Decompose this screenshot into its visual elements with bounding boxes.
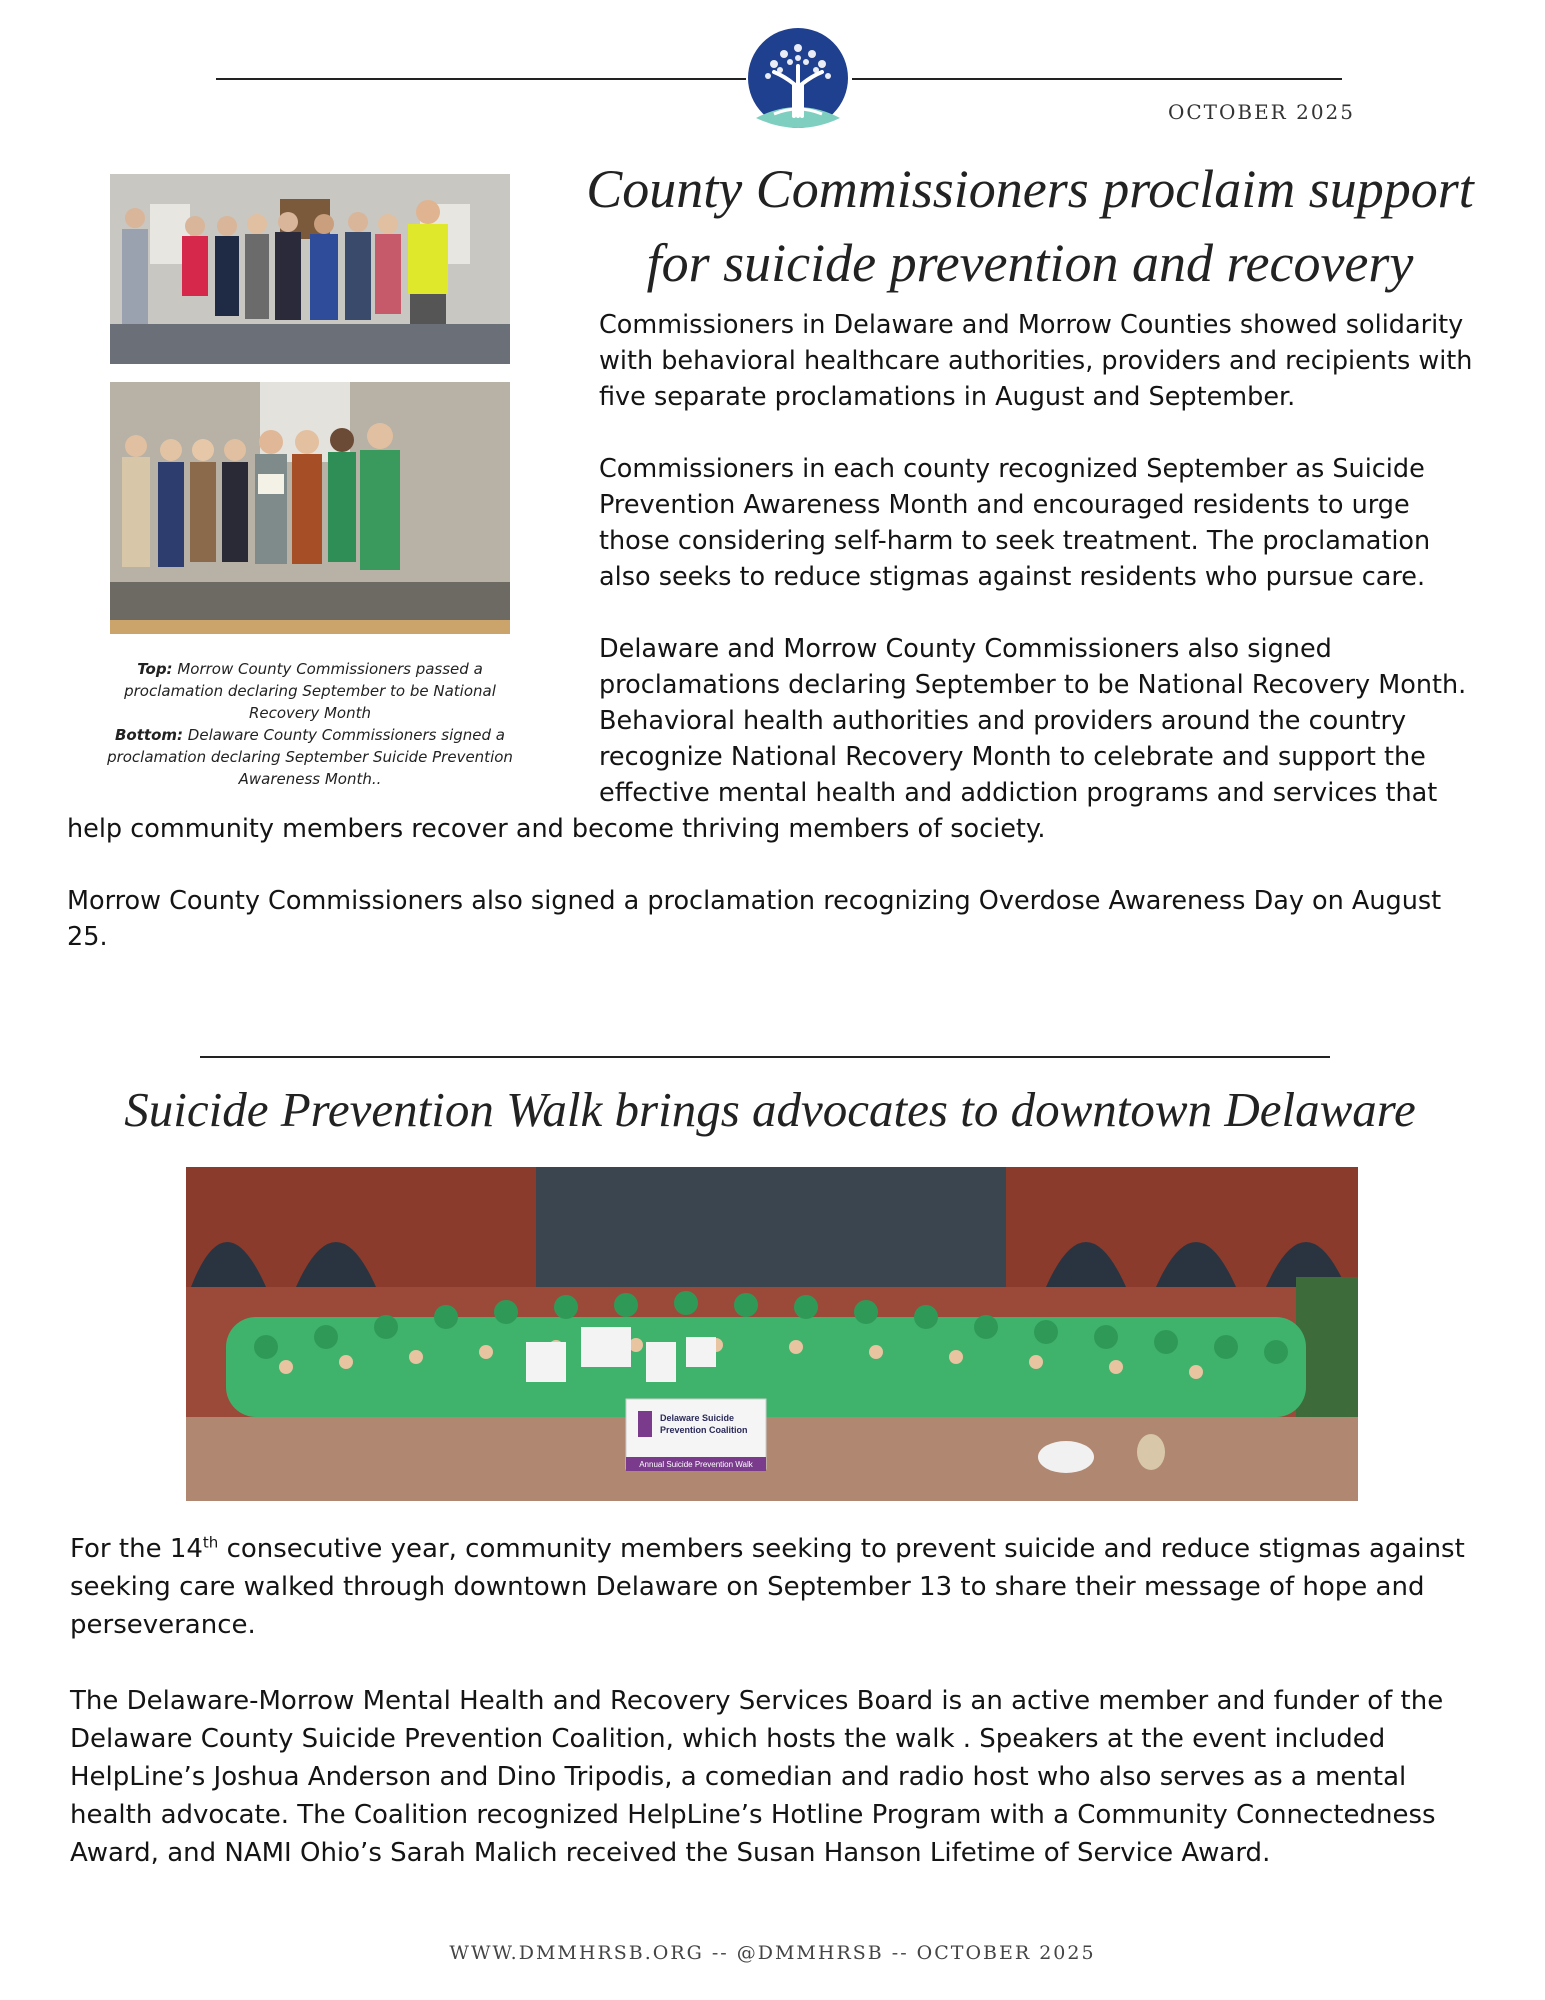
header-rule-right [852, 78, 1342, 80]
caption-bottom-label: Bottom: [115, 726, 184, 744]
ordinal-suffix: th [202, 1533, 219, 1552]
article1-paragraph-2: Commissioners in each county recognized September as Suicide Prevention Awareness Month and encouraged residents to urge those considering self-harm to seek treatment. The proclamation also seeks to reduce stigmas against residents who pursue care. [599, 454, 1431, 592]
banner-bottom: Annual Suicide Prevention Walk [639, 1460, 753, 1469]
banner-line1: Delaware Suicide [660, 1413, 735, 1423]
caption-bottom-text: Delaware County Commissioners signed a proclamation declaring September Suicide Prevention Awareness Month.. [107, 726, 513, 788]
caption-top-label: Top: [137, 660, 173, 678]
header-rule-left [216, 78, 746, 80]
article1-body [67, 307, 1487, 991]
article2-title: Suicide Prevention Walk brings advocates to downtown Delaware [124, 1082, 1416, 1137]
article2-paragraph-1 [70, 1530, 1480, 1644]
article1-title-line1: County Commissioners proclaim support [586, 159, 1474, 219]
photo-wrap-spacer [67, 307, 599, 787]
article1-title [560, 152, 1500, 300]
caption-top-text: Morrow County Commissioners passed a proclamation declaring September to be National Recovery Month [124, 660, 496, 722]
section-divider [200, 1056, 1330, 1058]
article1-paragraph-1: Commissioners in Delaware and Morrow Counties showed solidarity with behavioral healthcare authorities, providers and recipients with five separate proclamations in August and September. [599, 310, 1473, 412]
banner-line2: Prevention Coalition [660, 1425, 748, 1435]
paragraph1-lead: For the 14 [70, 1534, 203, 1564]
tree-logo-icon [744, 26, 852, 134]
footer-contact: WWW.DMMHRSB.ORG -- @DMMHRSB -- OCTOBER 2025 [449, 1942, 1096, 1964]
article2-body [70, 1530, 1480, 1908]
article1-title-line2: for suicide prevention and recovery [646, 233, 1414, 293]
paragraph1-rest: consecutive year, community members seeking to prevent suicide and reduce stigmas against seeking care walked through downtown Delaware on September 13 to share their message of hope and perseverance. [70, 1534, 1465, 1640]
article1-paragraph-3: Delaware and Morrow County Commissioners also signed proclamations declaring September to be National Recovery Month. Behavioral health authorities and providers around the country recognize National Recovery Month to celebrate and support the effective mental health and addiction programs and services that help community members recover and become thriving members of society. [67, 634, 1467, 844]
suicide-prevention-walk-photo [186, 1167, 1358, 1501]
issue-date: OCTOBER 2025 [1167, 100, 1355, 124]
article2-paragraph-2: The Delaware-Morrow Mental Health and Recovery Services Board is an active member and funder of the Delaware County Suicide Prevention Coalition, which hosts the walk . Speakers at the event included HelpLine’s Joshua Anderson and Dino Tripodis, a comedian and radio host who also serves as a mental health advocate. The Coalition recognized HelpLine’s Hotline Program with a Community Connectedness Award, and NAMI Ohio’s Sarah Malich received the Susan Hanson Lifetime of Service Award. [70, 1686, 1444, 1868]
article1-paragraph-4: Morrow County Commissioners also signed a proclamation recognizing Overdose Awareness Day on August 25. [67, 886, 1442, 952]
